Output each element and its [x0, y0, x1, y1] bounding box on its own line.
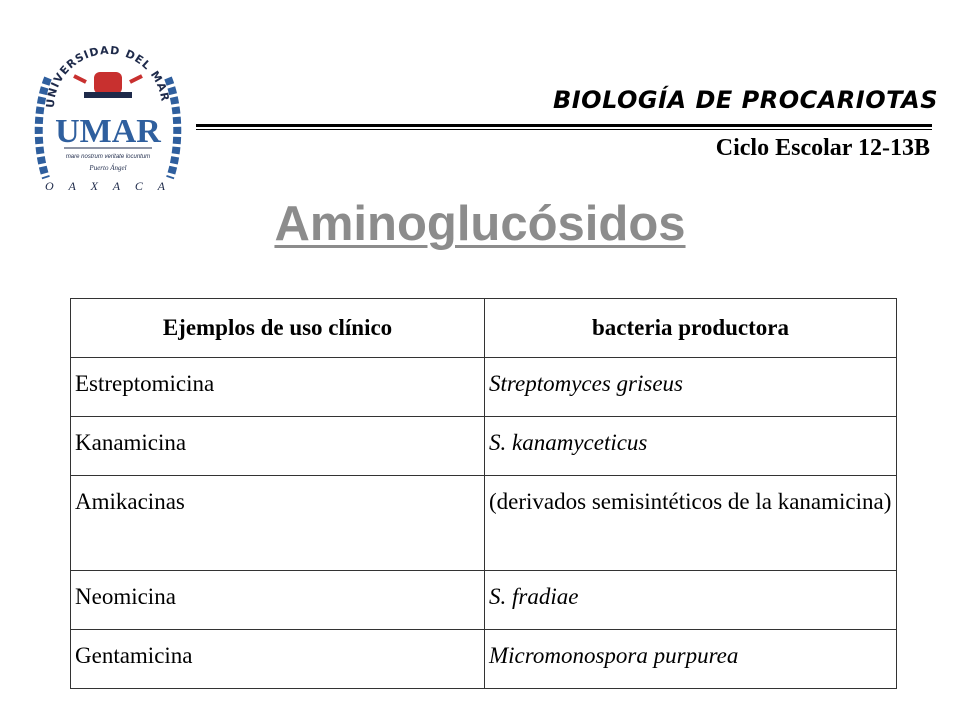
table-row: [71, 571, 897, 630]
logo-emblem-icon: [94, 72, 122, 94]
producer-species: Streptomyces griseus: [485, 358, 897, 417]
logo-state: O A X A C A: [45, 179, 171, 193]
column-header-producer: bacteria productora: [485, 299, 897, 358]
drug-name: Estreptomicina: [71, 358, 485, 417]
producer-species: S. kanamyceticus: [485, 417, 897, 476]
header-rule-thin: [196, 129, 932, 130]
drug-name: Kanamicina: [71, 417, 485, 476]
aminoglycoside-table: [70, 298, 897, 689]
school-cycle: Ciclo Escolar 12-13B: [715, 135, 930, 161]
table-row: [71, 476, 897, 571]
drug-name: Gentamicina: [71, 630, 485, 689]
drug-name: Amikacinas: [71, 476, 485, 571]
university-logo: [24, 38, 192, 196]
header-rule: [196, 124, 932, 127]
column-header-clinical-use: Ejemplos de uso clínico: [71, 299, 485, 358]
drug-name: Neomicina: [71, 571, 485, 630]
producer-species: S. fradiae: [485, 571, 897, 630]
logo-motto: mare nostrum veritate locuntum: [65, 154, 151, 160]
table-row: [71, 358, 897, 417]
table-header-row: [71, 299, 897, 358]
table-row: [71, 630, 897, 689]
slide-title: Aminoglucósidos: [274, 197, 686, 251]
producer-species: Micromonospora purpurea: [485, 630, 897, 689]
logo-monogram: UMAR: [55, 113, 161, 150]
logo-campus: Puerto Ángel: [89, 164, 127, 172]
course-title: BIOLOGÍA DE PROCARIOTAS: [552, 86, 938, 114]
table-row: [71, 417, 897, 476]
producer-note: (derivados semisintéticos de la kanamicina): [485, 476, 897, 571]
logo-arc-text: UNIVERSIDAD DEL MAR: [43, 43, 172, 109]
